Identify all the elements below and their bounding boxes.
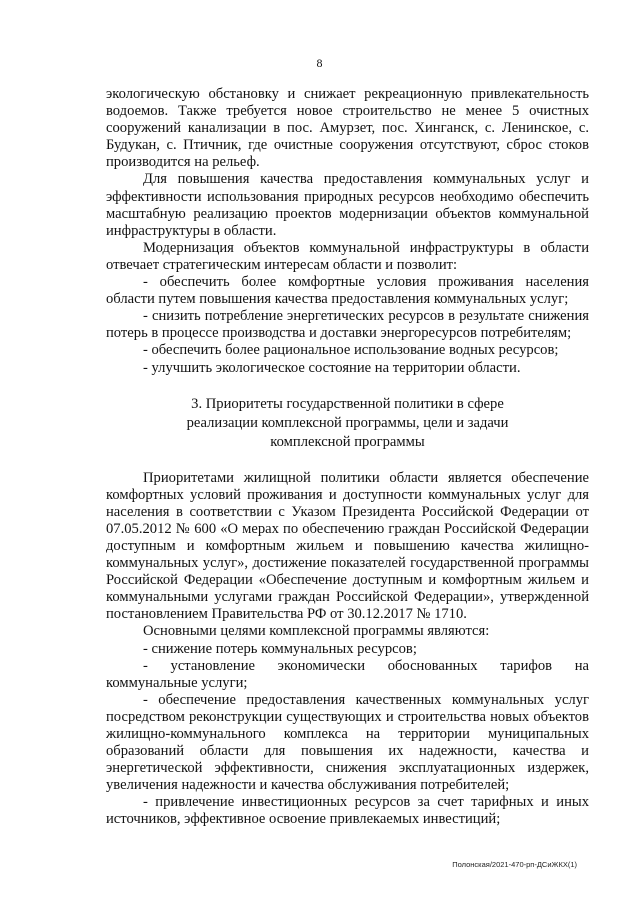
section-heading-line: реализации комплексной программы, цели и задачи	[186, 414, 509, 431]
paragraph: Модернизация объектов коммунальной инфраструктуры в области отвечает стратегическим интересам области и позволит:	[106, 239, 589, 273]
paragraph: - привлечение инвестиционных ресурсов за счет тарифных и иных источников, эффективное освоение привлекаемых инвестиций;	[106, 794, 589, 828]
page-number: 8	[316, 56, 323, 70]
paragraph: - снижение потерь коммунальных ресурсов;	[143, 640, 417, 657]
paragraph: - обеспечение предоставления качественных коммунальных услуг посредством реконструкции существующих и строительства новых объектов жилищно-коммунального комплекса на территории муниципальных образований области для повышения их надежности, качества и энергетической эффективности, снижения эксплуатационных издержек, увеличения надежности и качества обслуживания потребителей;	[106, 691, 589, 794]
section-heading	[106, 395, 589, 452]
document-footer: Полонская/2021-470-рп-ДСиЖКХ(1)	[452, 860, 577, 869]
paragraph: - обеспечить более комфортные условия проживания населения области путем повышения качества предоставления коммунальных услуг;	[106, 274, 589, 308]
paragraph: - установление экономически обоснованных тарифов на коммунальные услуги;	[106, 657, 589, 691]
section-heading-line: комплексной программы	[270, 433, 425, 450]
paragraph: Основными целями комплексной программы являются:	[143, 623, 490, 640]
bottom-paragraphs	[106, 470, 589, 829]
document-body	[106, 86, 589, 829]
top-paragraphs	[106, 86, 589, 377]
paragraph: - улучшить экологическое состояние на территории области.	[143, 359, 521, 376]
paragraph: - обеспечить более рациональное использование водных ресурсов;	[143, 342, 559, 359]
paragraph: экологическую обстановку и снижает рекреационную привлекательность водоемов. Также требуется новое строительство не менее 5 очистных сооружений канализации в пос. Амурзет, пос. Хинганск, с. Ленинское, с. Будукан, с. Птичник, где очистные сооружения отсутствуют, сброс стоков производится на рельеф.	[106, 86, 589, 171]
section-heading-line: 3. Приоритеты государственной политики в сфере	[191, 395, 504, 412]
paragraph: Приоритетами жилищной политики области является обеспечение комфортных условий проживания и доступности коммунальных услуг для населения в соответствии с Указом Президента Российской Федерации от 07.05.2012 № 600 «О мерах по обеспечению граждан Российской Федерации доступным и комфортным жильем и повышению качества жилищно-коммунальных услуг», достижение показателей государственной программы Российской Федерации «Обеспечение доступным и комфортным жильем и коммунальными услугами граждан Российской Федерации», утвержденной постановлением Правительства РФ от 30.12.2017 № 1710.	[106, 469, 589, 623]
paragraph: - снизить потребление энергетических ресурсов в результате снижения потерь в процессе производства и доставки энергоресурсов потребителям;	[106, 308, 589, 342]
paragraph: Для повышения качества предоставления коммунальных услуг и эффективности использования природных ресурсов необходимо обеспечить масштабную реализацию проектов модернизации объектов коммунальной инфраструктуры в области.	[106, 171, 589, 239]
